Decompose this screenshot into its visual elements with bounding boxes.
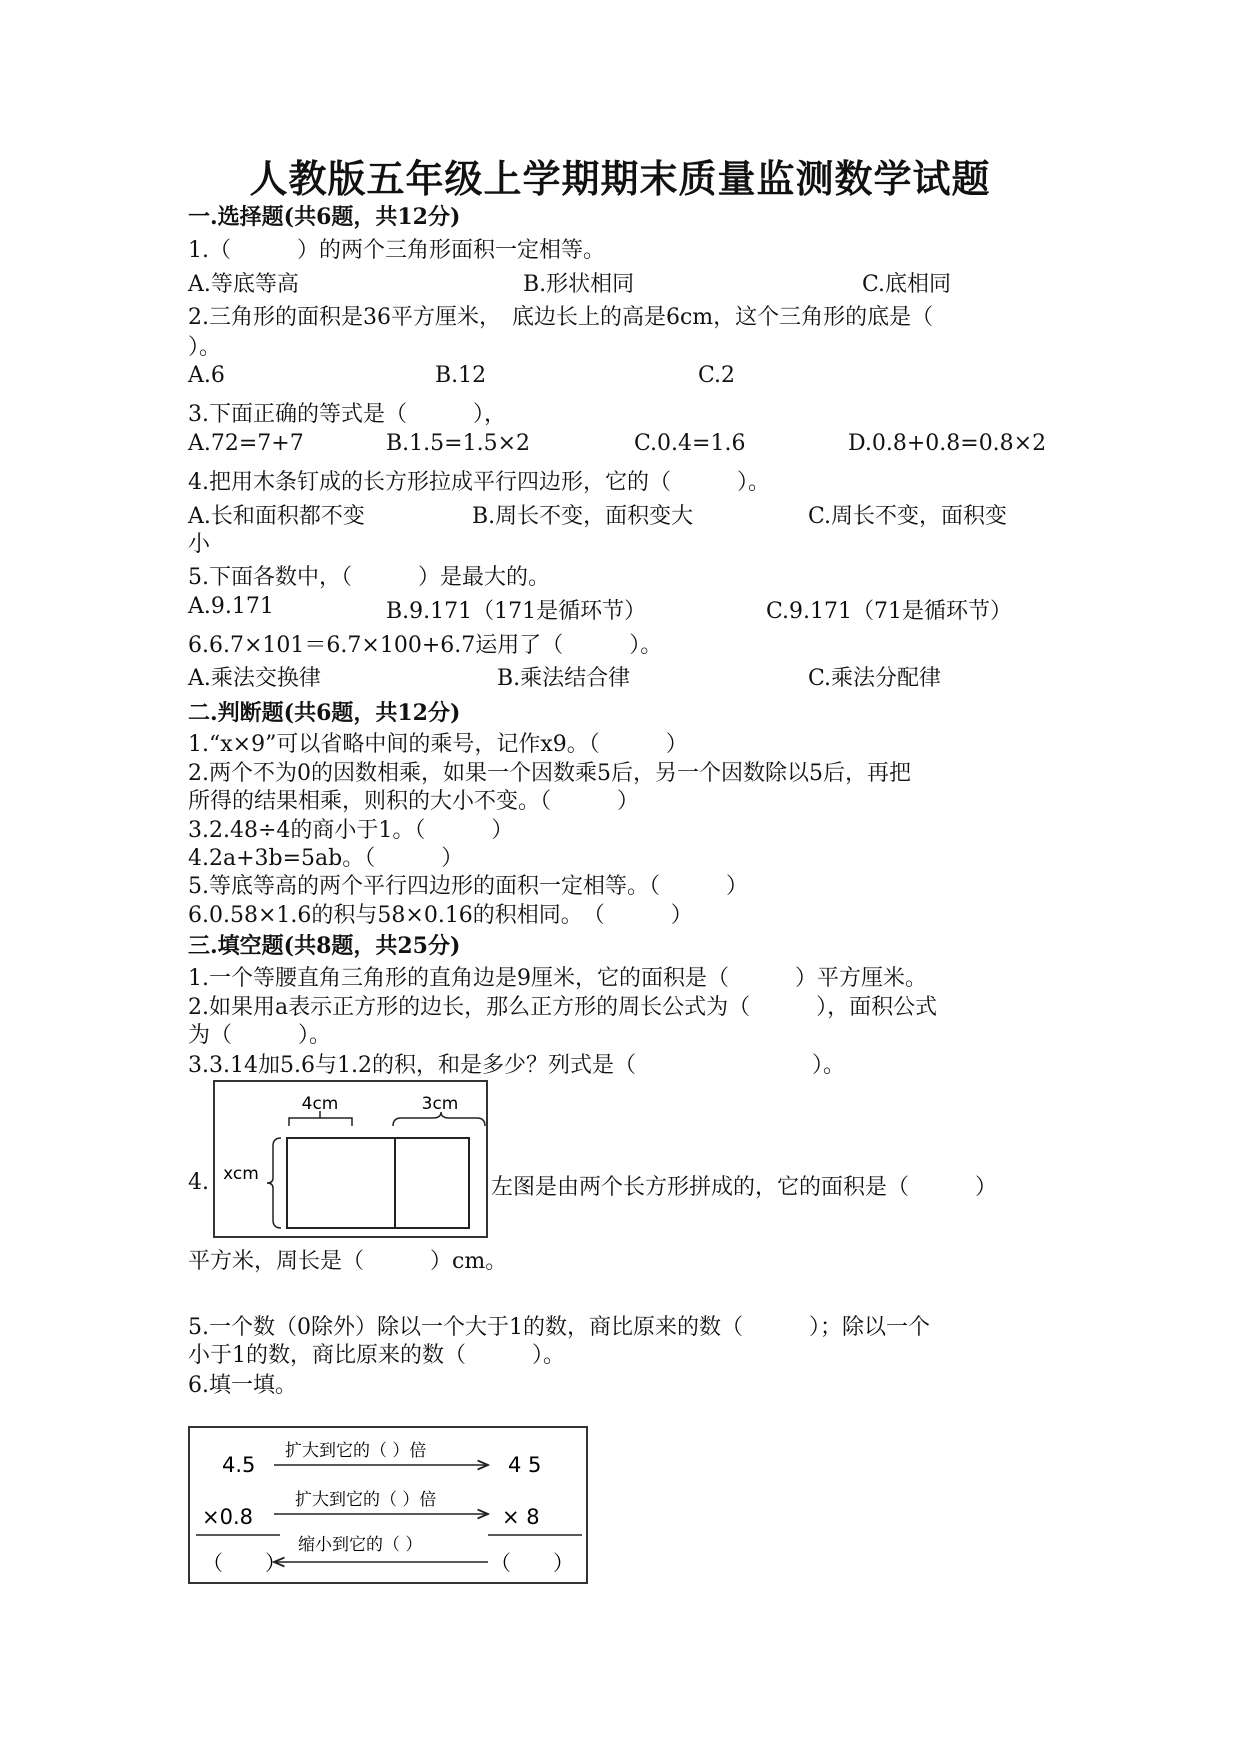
number-x8: × 8 bbox=[502, 1505, 540, 1529]
blank-right: （ ） bbox=[490, 1551, 574, 1575]
question-text: 5.一个数（0除外）除以一个大于1的数，商比原来的数（ ）；除以一个 bbox=[188, 1315, 930, 1340]
label-xcm: xcm bbox=[223, 1164, 259, 1184]
question-text: 2.三角形的面积是36平方厘米， 底边长上的高是6cm，这个三角形的底是（ bbox=[188, 305, 934, 330]
section-heading-choice: 一.选择题(共6题，共12分) bbox=[188, 204, 461, 230]
question-text-cont: 为（ ）。 bbox=[188, 1023, 332, 1048]
question-text: 4.把用木条钉成的长方形拉成平行四边形，它的（ ）。 bbox=[188, 470, 770, 495]
question-text-cont: 平方米，周长是（ ）cm。 bbox=[188, 1249, 508, 1274]
option-d: D.0.8+0.8=0.8×2 bbox=[848, 431, 1047, 456]
option-b: B.乘法结合律 bbox=[497, 666, 631, 691]
question-text: 1.一个等腰直角三角形的直角边是9厘米，它的面积是（ ）平方厘米。 bbox=[188, 966, 927, 991]
option-b: B.9.171（171是循环节） bbox=[386, 599, 647, 624]
question-text: 6.0.58×1.6的积与58×0.16的积相同。 （ ） bbox=[188, 903, 693, 928]
question-text: 3.3.14加5.6与1.2的积，和是多少？列式是（ ）。 bbox=[188, 1053, 845, 1078]
question-text: 6.6.7×101＝6.7×100+6.7运用了（ ）。 bbox=[188, 633, 663, 658]
question-text: 5.等底等高的两个平行四边形的面积一定相等。（ ） bbox=[188, 874, 748, 899]
option-a: A.6 bbox=[188, 363, 225, 388]
rectangle-left bbox=[287, 1138, 395, 1228]
number-x0-8: ×0.8 bbox=[202, 1505, 253, 1529]
brace-top-left bbox=[289, 1118, 352, 1126]
arrow-label-2: 扩大到它的（ ）倍 bbox=[295, 1490, 437, 1510]
option-a: A.长和面积都不变 bbox=[188, 504, 365, 529]
arrow-label-3: 缩小到它的（ ） bbox=[298, 1535, 423, 1555]
option-b: B.12 bbox=[435, 363, 487, 388]
label-3cm: 3cm bbox=[421, 1094, 459, 1114]
option-a: A.等底等高 bbox=[188, 272, 299, 297]
option-c: C.乘法分配律 bbox=[808, 666, 942, 691]
fill-in-diagram bbox=[188, 1426, 588, 1584]
option-c: C.9.171（71是循环节） bbox=[766, 599, 1013, 624]
arrow-label-1: 扩大到它的（ ）倍 bbox=[285, 1441, 427, 1461]
option-c: C.底相同 bbox=[862, 272, 952, 297]
number-45: 4 5 bbox=[508, 1453, 542, 1477]
option-c-cont: 小 bbox=[188, 532, 211, 557]
question-text: 3.2.48÷4的商小于1。（ ） bbox=[188, 818, 514, 843]
question-text: 3.下面正确的等式是（ ）， bbox=[188, 402, 506, 427]
blank-left: （ ） bbox=[202, 1551, 286, 1575]
option-b: B.周长不变，面积变大 bbox=[472, 504, 694, 529]
question-text: 2.如果用a表示正方形的边长，那么正方形的周长公式为（ ），面积公式 bbox=[188, 995, 938, 1020]
option-a: A.乘法交换律 bbox=[188, 666, 321, 691]
question-text: 5.下面各数中，（ ）是最大的。 bbox=[188, 565, 550, 590]
question-number: 4. bbox=[188, 1170, 209, 1195]
section-heading-judge: 二.判断题(共6题，共12分) bbox=[188, 700, 461, 726]
option-c: C.2 bbox=[698, 363, 736, 388]
number-4-5: 4.5 bbox=[222, 1453, 256, 1477]
question-text-cont: 所得的结果相乘，则积的大小不变。（ ） bbox=[188, 789, 640, 814]
brace-top-right bbox=[393, 1112, 485, 1126]
label-4cm: 4cm bbox=[301, 1094, 339, 1114]
page-title: 人教版五年级上学期期末质量监测数学试题 bbox=[249, 156, 991, 201]
question-text: 2.两个不为0的因数相乘，如果一个因数乘5后，另一个因数除以5后，再把 bbox=[188, 761, 911, 786]
option-a: A.9.171 bbox=[188, 594, 274, 619]
option-b: B.形状相同 bbox=[523, 272, 635, 297]
question-text: 1.“x×9”可以省略中间的乘号，记作x9。（ ） bbox=[188, 732, 688, 757]
option-c: C.0.4=1.6 bbox=[634, 431, 746, 456]
option-a: A.72=7+7 bbox=[188, 431, 304, 456]
option-b: B.1.5=1.5×2 bbox=[386, 431, 530, 456]
question-text: 6.填一填。 bbox=[188, 1373, 297, 1398]
question-text-cont: 小于1的数，商比原来的数（ ）。 bbox=[188, 1343, 565, 1368]
brace-side bbox=[267, 1138, 281, 1228]
question-text: 4.2a+3b=5ab。（ ） bbox=[188, 846, 464, 871]
two-rectangles-figure bbox=[213, 1080, 488, 1238]
question-text: 1.（ ）的两个三角形面积一定相等。 bbox=[188, 238, 605, 263]
rectangle-right bbox=[395, 1138, 469, 1228]
option-c: C.周长不变，面积变 bbox=[808, 504, 1008, 529]
question-text: 左图是由两个长方形拼成的，它的面积是（ ） bbox=[491, 1175, 998, 1200]
section-heading-fill: 三.填空题(共8题，共25分) bbox=[188, 933, 461, 959]
question-text-cont: ）。 bbox=[188, 335, 222, 360]
